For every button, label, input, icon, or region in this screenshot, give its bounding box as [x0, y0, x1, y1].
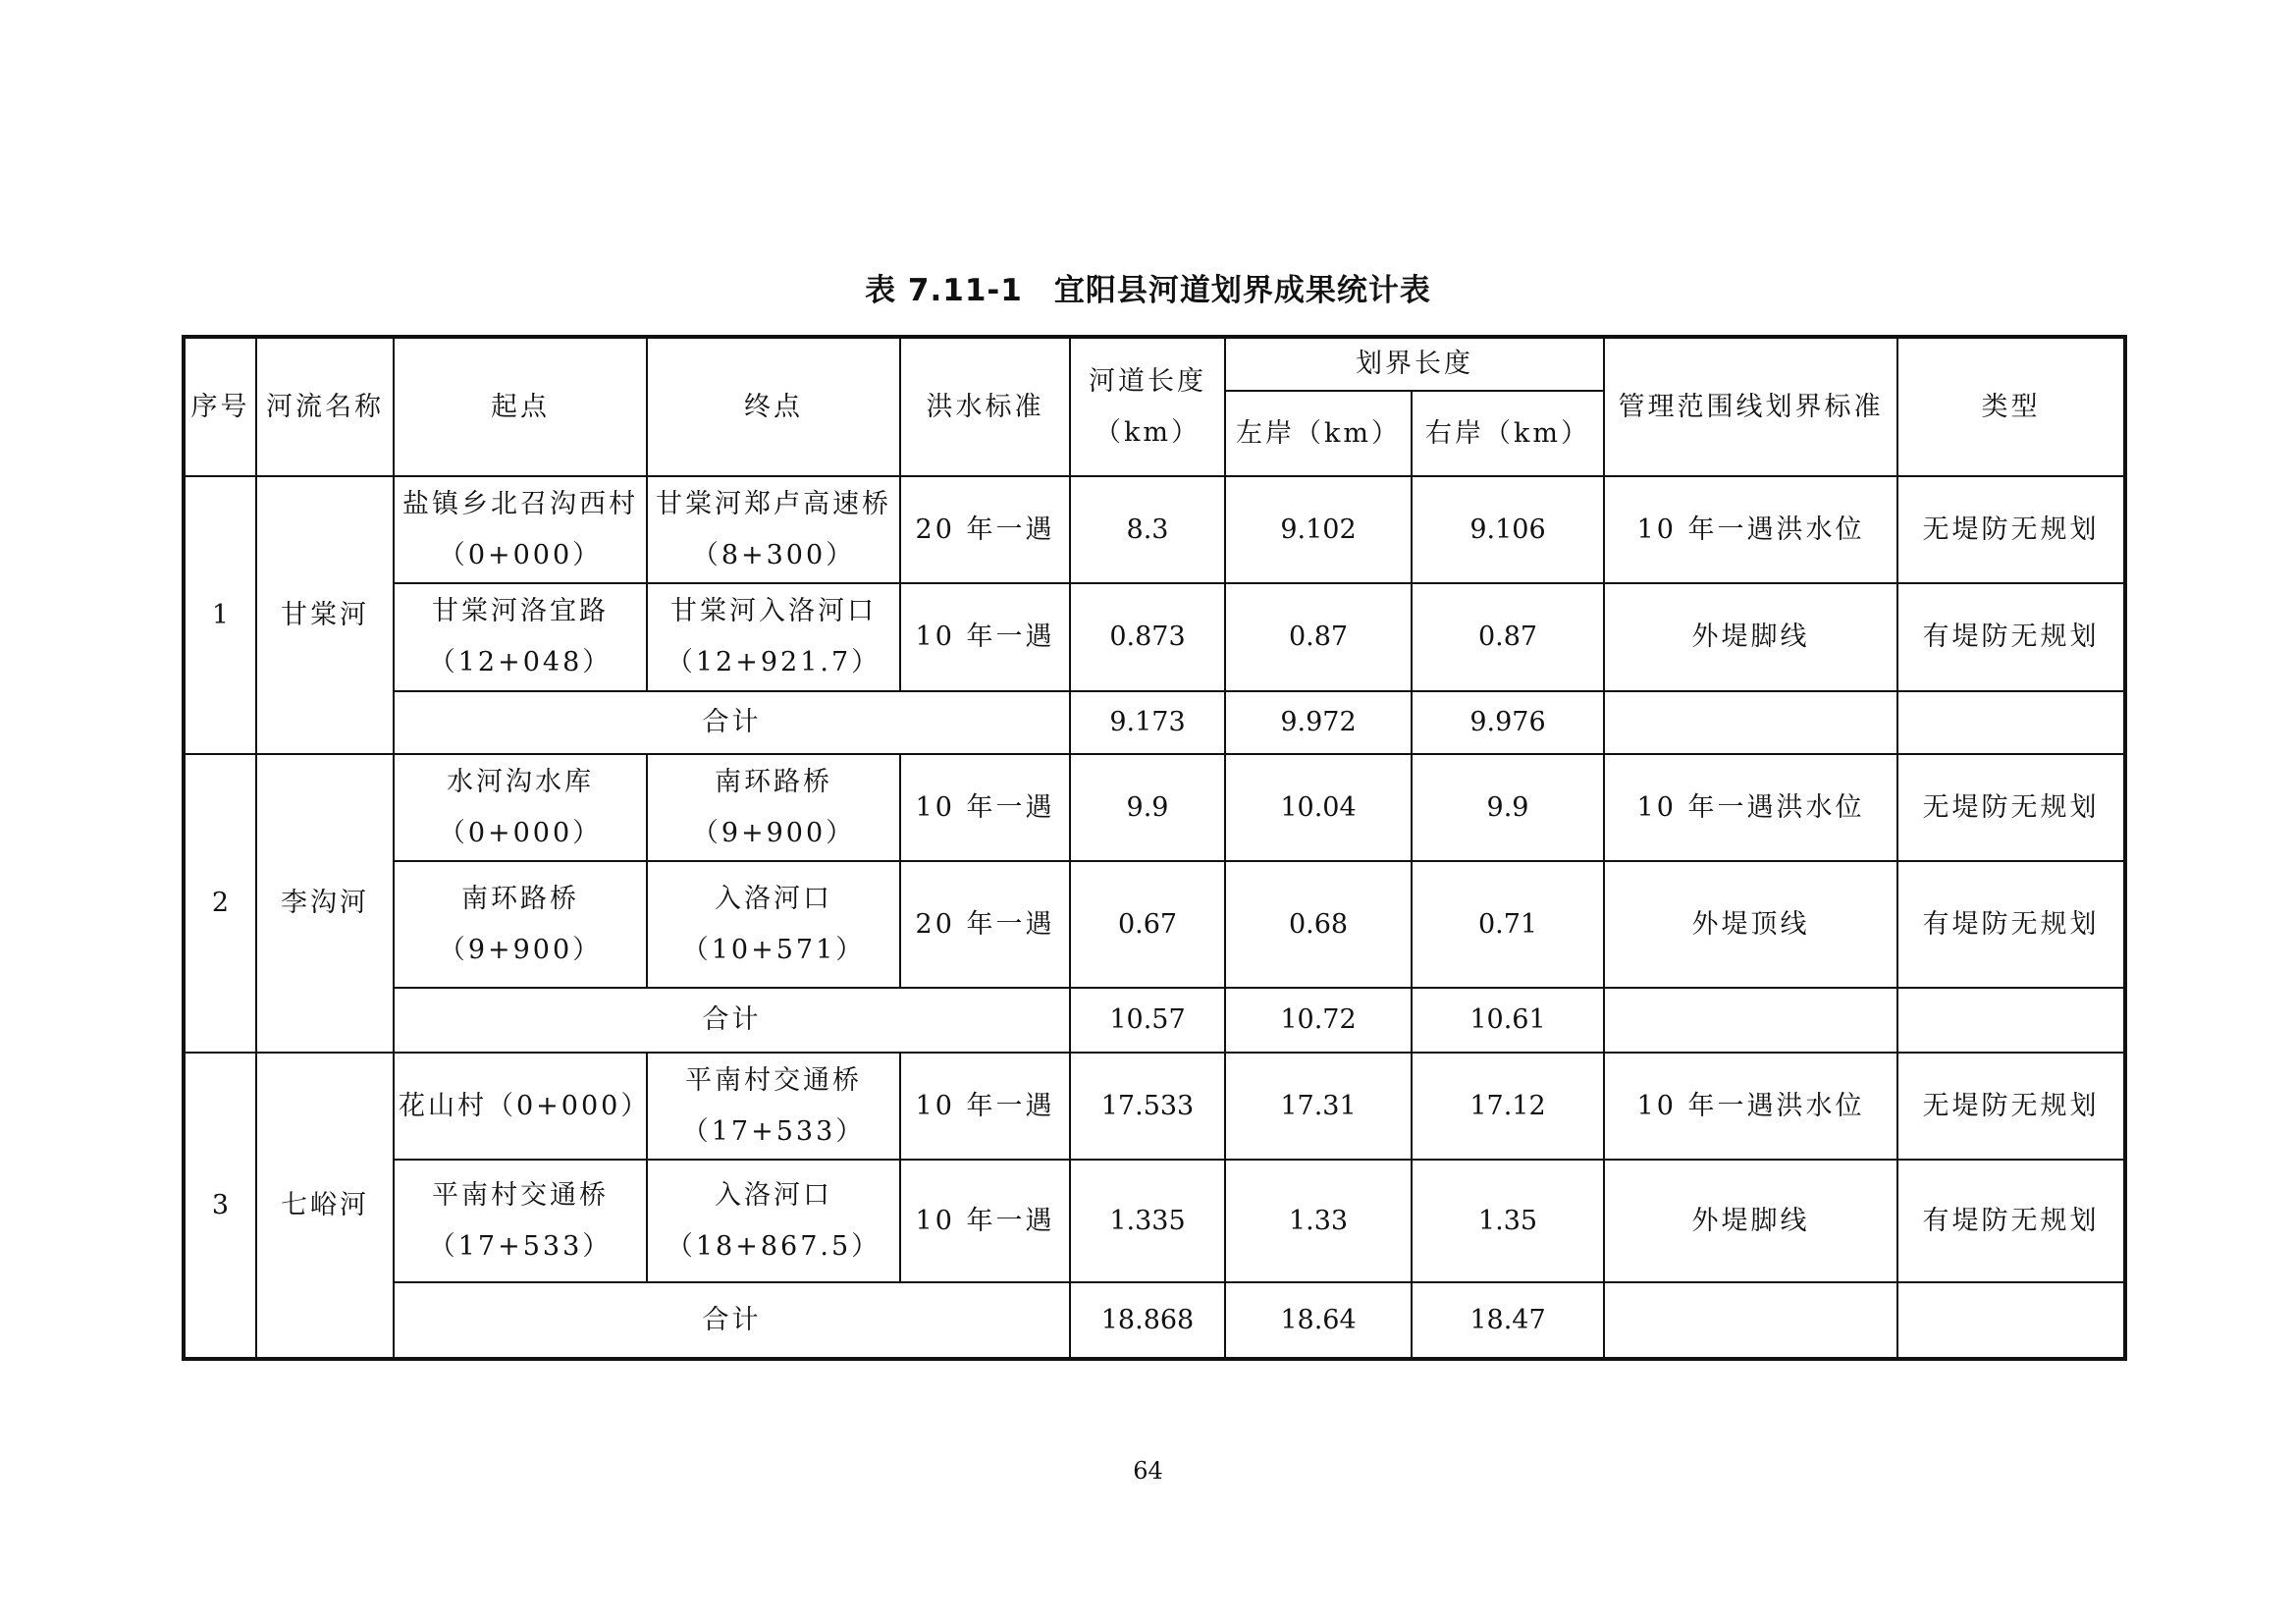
table-row: [184, 861, 2125, 988]
table-row: [184, 754, 2125, 861]
end-point-cell: 南环路桥（9+900）: [647, 754, 900, 861]
end-point-cell: 平南村交通桥（17+533）: [647, 1053, 900, 1160]
start-point-cell: 平南村交通桥（17+533）: [394, 1160, 647, 1282]
header-start: 起点: [394, 337, 647, 476]
start-point-cell: 水河沟水库（0+000）: [394, 754, 647, 861]
type-cell: 有堤防无规划: [1897, 861, 2125, 988]
management-standard-cell: 外堤脚线: [1604, 583, 1897, 691]
total-channel-length-cell: 9.173: [1070, 691, 1225, 754]
header-channel-length: 河道长度（km）: [1070, 337, 1225, 476]
river-name-cell: 李沟河: [256, 754, 394, 1053]
river-name-cell: 七峪河: [256, 1053, 394, 1359]
total-channel-length-cell: 10.57: [1070, 988, 1225, 1053]
right-bank-cell: 9.9: [1412, 754, 1604, 861]
flood-standard-cell: 10 年一遇: [900, 1053, 1070, 1160]
end-point-cell: 入洛河口（10+571）: [647, 861, 900, 988]
total-channel-length-cell: 18.868: [1070, 1282, 1225, 1359]
header-flood-standard: 洪水标准: [900, 337, 1070, 476]
flood-standard-cell: 10 年一遇: [900, 1160, 1070, 1282]
total-row: [184, 691, 2125, 754]
right-bank-cell: 0.71: [1412, 861, 1604, 988]
left-bank-cell: 0.87: [1225, 583, 1412, 691]
start-point-cell: 南环路桥（9+900）: [394, 861, 647, 988]
management-standard-cell: 10 年一遇洪水位: [1604, 1053, 1897, 1160]
end-point-cell: 甘棠河郑卢高速桥（8+300）: [647, 476, 900, 583]
flood-standard-cell: 20 年一遇: [900, 476, 1070, 583]
left-bank-cell: 1.33: [1225, 1160, 1412, 1282]
table-row: [184, 1160, 2125, 1282]
type-cell: 无堤防无规划: [1897, 754, 2125, 861]
header-type: 类型: [1897, 337, 2125, 476]
header-demarcation-length: 划界长度: [1225, 337, 1604, 391]
header-river-name: 河流名称: [256, 337, 394, 476]
total-left-bank-cell: 18.64: [1225, 1282, 1412, 1359]
empty-cell: [1897, 988, 2125, 1053]
total-label-cell: 合计: [394, 988, 1070, 1053]
header-index: 序号: [184, 337, 256, 476]
empty-cell: [1604, 691, 1897, 754]
left-bank-cell: 17.31: [1225, 1053, 1412, 1160]
right-bank-cell: 1.35: [1412, 1160, 1604, 1282]
river-index-cell: 1: [184, 476, 256, 754]
type-cell: 无堤防无规划: [1897, 1053, 2125, 1160]
end-point-cell: 甘棠河入洛河口（12+921.7）: [647, 583, 900, 691]
left-bank-cell: 0.68: [1225, 861, 1412, 988]
total-row: [184, 988, 2125, 1053]
total-left-bank-cell: 9.972: [1225, 691, 1412, 754]
flood-standard-cell: 10 年一遇: [900, 583, 1070, 691]
left-bank-cell: 9.102: [1225, 476, 1412, 583]
total-row: [184, 1282, 2125, 1359]
total-label-cell: 合计: [394, 691, 1070, 754]
river-demarcation-table: [182, 335, 2127, 1361]
management-standard-cell: 10 年一遇洪水位: [1604, 476, 1897, 583]
start-point-cell: 花山村（0+000）: [394, 1053, 647, 1160]
table-row: [184, 476, 2125, 583]
table-row: [184, 583, 2125, 691]
total-right-bank-cell: 10.61: [1412, 988, 1604, 1053]
table-title: 表 7.11-1 宜阳县河道划界成果统计表: [865, 273, 1431, 308]
empty-cell: [1604, 1282, 1897, 1359]
type-cell: 无堤防无规划: [1897, 476, 2125, 583]
channel-length-cell: 0.67: [1070, 861, 1225, 988]
empty-cell: [1897, 691, 2125, 754]
total-left-bank-cell: 10.72: [1225, 988, 1412, 1053]
start-point-cell: 甘棠河洛宜路（12+048）: [394, 583, 647, 691]
header-management-standard: 管理范围线划界标准: [1604, 337, 1897, 476]
management-standard-cell: 10 年一遇洪水位: [1604, 754, 1897, 861]
management-standard-cell: 外堤脚线: [1604, 1160, 1897, 1282]
type-cell: 有堤防无规划: [1897, 583, 2125, 691]
table-row: [184, 1053, 2125, 1160]
total-right-bank-cell: 18.47: [1412, 1282, 1604, 1359]
flood-standard-cell: 10 年一遇: [900, 754, 1070, 861]
total-label-cell: 合计: [394, 1282, 1070, 1359]
channel-length-cell: 1.335: [1070, 1160, 1225, 1282]
end-point-cell: 入洛河口（18+867.5）: [647, 1160, 900, 1282]
header-right-bank: 右岸（km）: [1412, 391, 1604, 476]
right-bank-cell: 17.12: [1412, 1053, 1604, 1160]
right-bank-cell: 0.87: [1412, 583, 1604, 691]
right-bank-cell: 9.106: [1412, 476, 1604, 583]
header-left-bank: 左岸（km）: [1225, 391, 1412, 476]
page-number: 64: [1133, 1457, 1163, 1485]
left-bank-cell: 10.04: [1225, 754, 1412, 861]
channel-length-cell: 9.9: [1070, 754, 1225, 861]
start-point-cell: 盐镇乡北召沟西村（0+000）: [394, 476, 647, 583]
empty-cell: [1604, 988, 1897, 1053]
empty-cell: [1897, 1282, 2125, 1359]
river-index-cell: 3: [184, 1053, 256, 1359]
channel-length-cell: 17.533: [1070, 1053, 1225, 1160]
river-name-cell: 甘棠河: [256, 476, 394, 754]
channel-length-cell: 0.873: [1070, 583, 1225, 691]
header-end: 终点: [647, 337, 900, 476]
total-right-bank-cell: 9.976: [1412, 691, 1604, 754]
type-cell: 有堤防无规划: [1897, 1160, 2125, 1282]
river-index-cell: 2: [184, 754, 256, 1053]
flood-standard-cell: 20 年一遇: [900, 861, 1070, 988]
management-standard-cell: 外堤顶线: [1604, 861, 1897, 988]
channel-length-cell: 8.3: [1070, 476, 1225, 583]
